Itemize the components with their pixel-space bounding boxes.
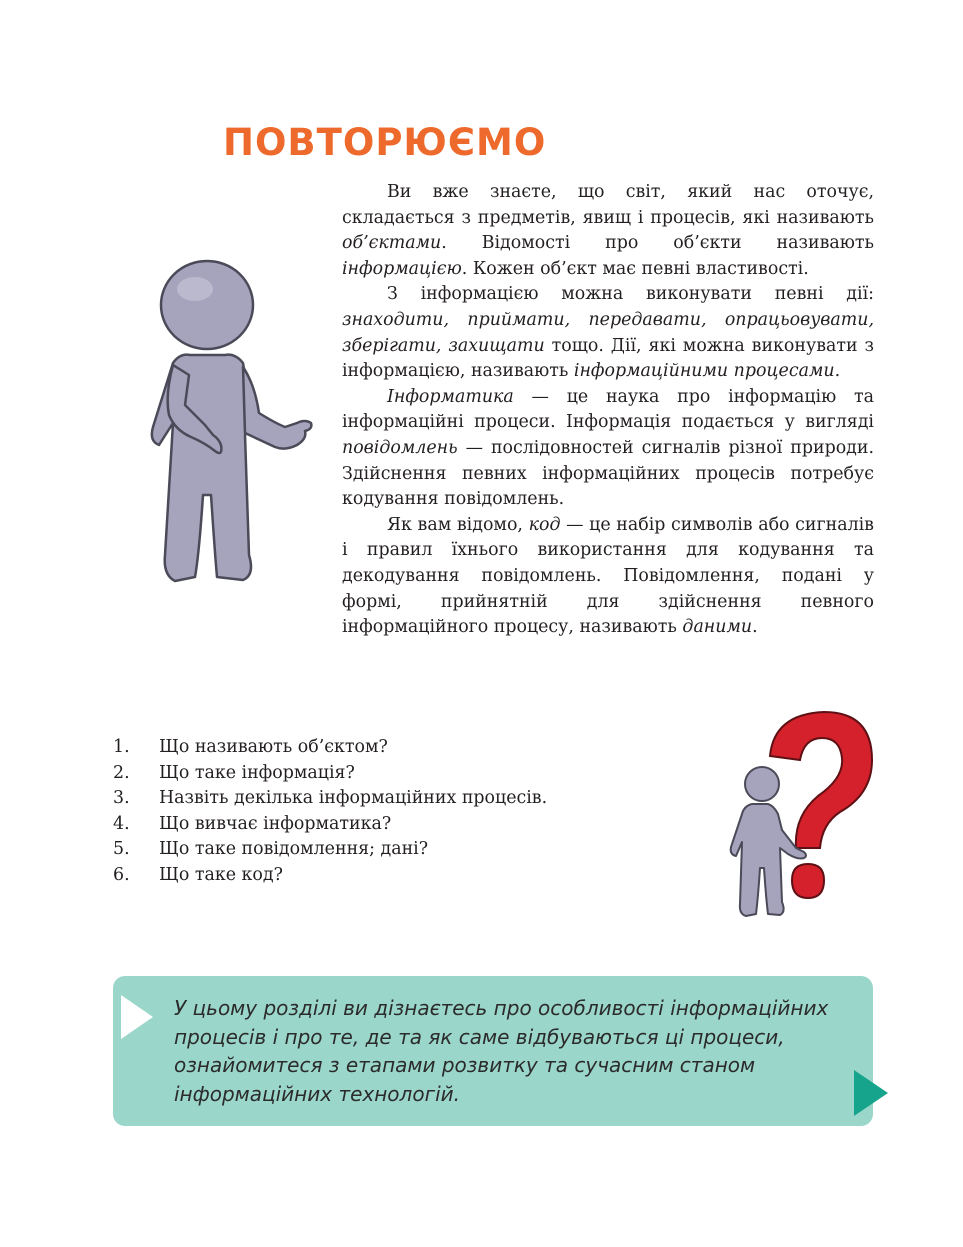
question-number: 1. <box>113 737 130 757</box>
intro-paragraph-1: Ви вже знаєте, що світ, який нас оточує, складається з предметів, явищ і процесів, які називають об’єктами. Відомості про об’єкти називають інформацією. Кожен об’єкт має певні властивості. <box>342 182 874 279</box>
question-item <box>113 812 547 838</box>
summary-line: ознайомитеся з етапами розвитку та сучасним станом <box>174 1053 756 1077</box>
question-item <box>113 863 547 889</box>
question-item <box>113 786 547 812</box>
person-gesturing-illustration <box>135 255 315 590</box>
question-number: 4. <box>113 813 130 834</box>
question-text: Назвіть декілька інформаційних процесів. <box>159 788 548 808</box>
question-number: 3. <box>113 788 130 808</box>
summary-line: інформаційних технологій. <box>174 1081 460 1106</box>
question-text: Що таке інформація? <box>159 762 355 783</box>
summary-line: процесів і про те, де та як саме відбуваються ці процеси, <box>174 1024 785 1049</box>
question-number: 2. <box>113 762 130 783</box>
question-text: Що таке код? <box>159 864 283 885</box>
section-heading: ПОВТОРЮЄМО <box>223 121 547 164</box>
intro-paragraph-3: Інформатика — це наука про інформацію та інформаційні процеси. Інформація подається у вигляді повідомлень — послідовностей сигналів різної природи. Здійснення певних інформаційних процесів потребує кодування повідомлень. <box>342 386 874 510</box>
intro-paragraph-4: Як вам відомо, код — це набір символів або сигналів і правил їхнього використання для кодування та декодування повідомлень. Повідомлення, подані у формі, прийнятній для здійснення певного інформаційного процесу, називають даними. <box>342 514 874 638</box>
question-text: Що вивчає інформатика? <box>159 813 392 834</box>
play-triangle-icon <box>854 1070 888 1116</box>
question-item <box>113 837 547 863</box>
question-text: Що називають об’єктом? <box>159 737 388 757</box>
question-number: 6. <box>113 864 130 885</box>
question-item <box>113 761 547 787</box>
chapter-summary-box <box>113 976 873 1126</box>
intro-text <box>342 180 874 641</box>
person-with-question-mark-illustration <box>712 708 882 918</box>
intro-paragraph-2: З інформацією можна виконувати певні дії: знаходити, приймати, передавати, опрацьовувати, зберігати, захищати тощо. Дії, які можна виконувати з інформацією, називають інформаційними процесами. <box>342 284 874 382</box>
summary-line: У цьому розділі ви дізнаєтесь про особливості інформаційних <box>174 996 829 1020</box>
chapter-summary-text <box>174 994 854 1108</box>
question-text: Що таке повідомлення; дані? <box>159 839 429 859</box>
review-questions-list <box>113 735 547 888</box>
question-item <box>113 735 547 761</box>
play-triangle-icon <box>121 995 153 1039</box>
question-number: 5. <box>113 839 130 859</box>
